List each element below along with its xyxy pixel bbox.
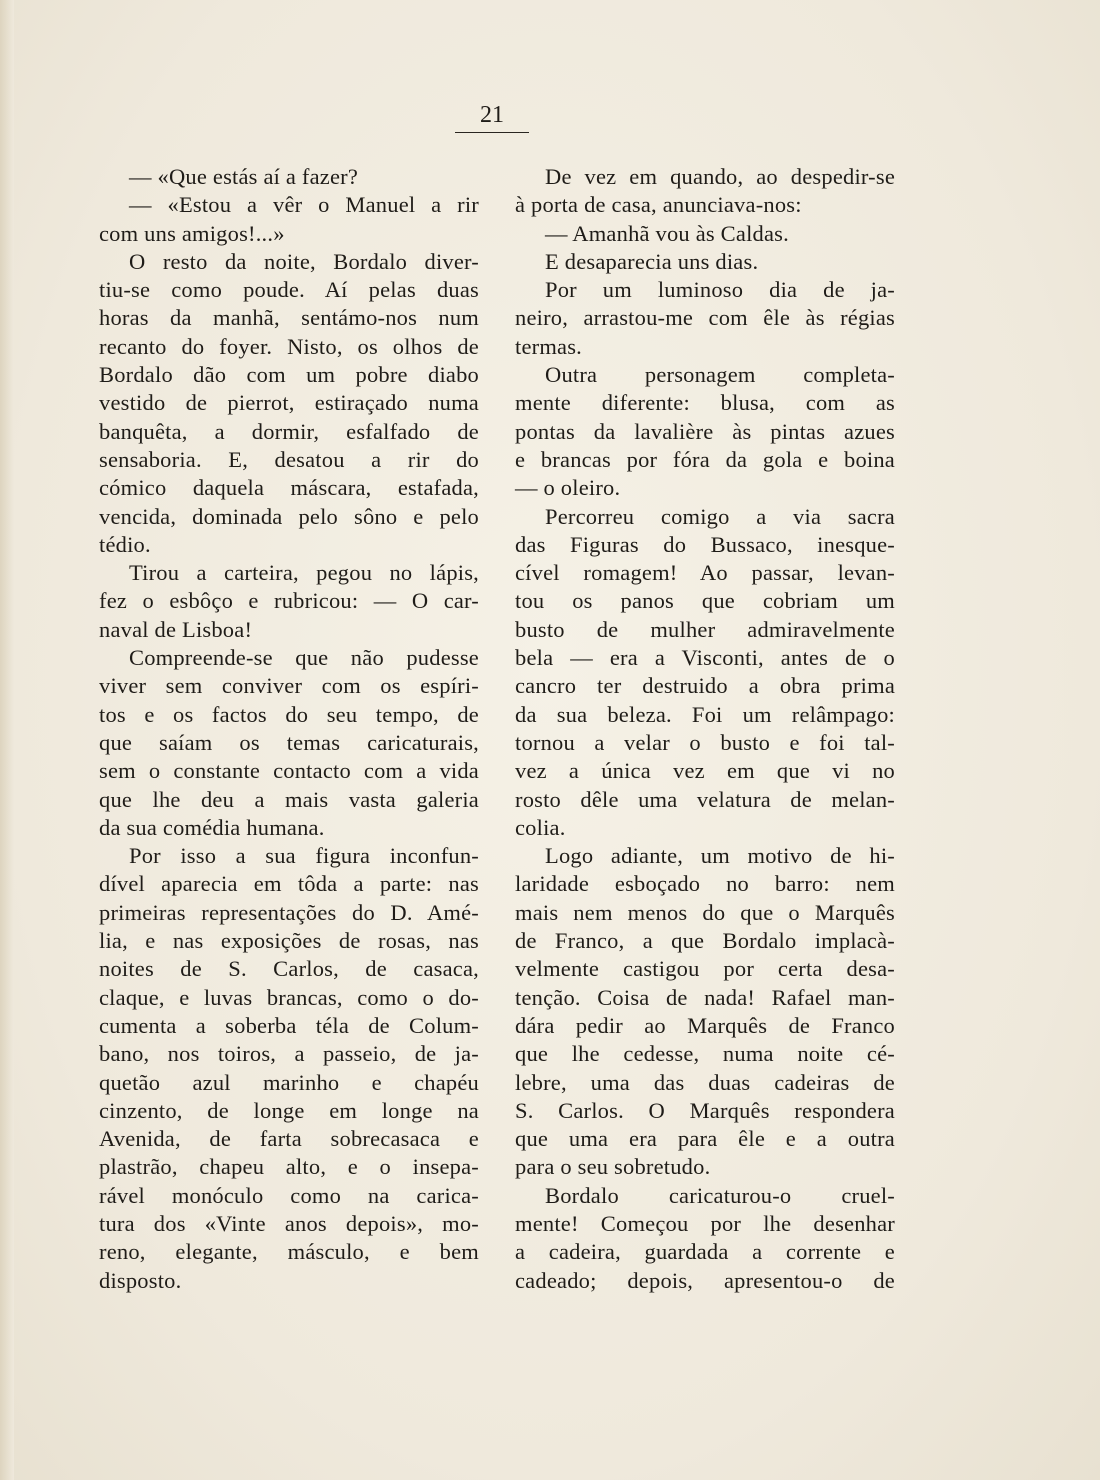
text-line: — «Estou a vêr o Manuel a rir <box>129 192 479 218</box>
text-line: que lhe deu a mais vasta galeria <box>99 786 479 812</box>
text-line: Percorreu comigo a via sacra <box>545 503 895 529</box>
text-line: laridade esboçado no barro: nem <box>515 871 895 897</box>
text-line: cumenta a soberba téla de Colum- <box>99 1012 479 1038</box>
text-line: vencida, dominada pelo sôno e pelo <box>99 503 479 529</box>
text-line: vestido de pierrot, estiraçado numa <box>99 390 479 416</box>
text-line: S. Carlos. O Marquês respondera <box>515 1097 895 1123</box>
text-line: sensaboria. E, desatou a rir do <box>99 446 479 472</box>
text-line: banquêta, a dormir, esfalfado de <box>99 418 479 444</box>
text-line: recanto do foyer. Nisto, os olhos de <box>99 333 479 359</box>
text-line: naval de Lisboa! <box>99 616 253 642</box>
text-line: horas da manhã, sentámo-nos num <box>99 305 479 331</box>
text-line: claque, e luvas brancas, como o do- <box>99 984 479 1010</box>
text-line: E desaparecia uns dias. <box>545 248 759 274</box>
text-line: das Figuras do Bussaco, inesque- <box>515 531 895 557</box>
text-line: termas. <box>515 333 582 359</box>
text-line: noites de S. Carlos, de casaca, <box>99 956 479 982</box>
text-line: busto de mulher admiravelmente <box>515 616 895 642</box>
text-line: colia. <box>515 814 566 840</box>
text-line: Bordalo caricaturou-o cruel- <box>545 1182 895 1208</box>
text-line: Avenida, de farta sobrecasaca e <box>99 1126 479 1152</box>
text-line: à porta de casa, anunciava-nos: <box>515 192 802 218</box>
text-line: cadeado; depois, apresentou-o de <box>515 1267 895 1293</box>
text-line: tédio. <box>99 531 151 557</box>
text-line: da sua beleza. Foi um relâmpago: <box>515 701 895 727</box>
text-line: bela — era a Visconti, antes de o <box>515 645 895 671</box>
text-line: Por um luminoso dia de ja- <box>545 277 895 303</box>
text-line: Outra personagem completa- <box>545 362 895 388</box>
text-line: tos e os factos do seu tempo, de <box>99 701 479 727</box>
text-line: tenção. Coisa de nada! Rafael man- <box>515 984 895 1010</box>
text-line: tornou a velar o busto e foi tal- <box>515 729 895 755</box>
page-number: 21 <box>480 102 504 128</box>
text-line: plastrão, chapeu alto, e o insepa- <box>99 1154 479 1180</box>
text-line: cinzento, de longe em longe na <box>99 1097 479 1123</box>
right-text-column <box>515 163 895 1295</box>
text-line: lebre, uma das duas cadeiras de <box>515 1069 895 1095</box>
text-line: rável monóculo como na carica- <box>99 1182 479 1208</box>
text-line: mais nem menos do que o Marquês <box>515 899 895 925</box>
text-line: fez o esbôço e rubricou: — O car- <box>99 588 479 614</box>
text-line: de Franco, a que Bordalo implacà- <box>515 928 895 954</box>
text-line: bano, nos toiros, a passeio, de ja- <box>99 1041 479 1067</box>
text-line: dára pedir ao Marquês de Franco <box>515 1012 895 1038</box>
text-line: para o seu sobretudo. <box>515 1154 711 1180</box>
text-line: dível aparecia em tôda a parte: nas <box>99 871 479 897</box>
left-text-column <box>99 163 479 1295</box>
text-line: quetão azul marinho e chapéu <box>99 1069 479 1095</box>
text-line: que lhe cedesse, numa noite cé- <box>515 1041 895 1067</box>
text-line: da sua comédia humana. <box>99 814 325 840</box>
text-line: mente! Começou por lhe desenhar <box>515 1210 895 1236</box>
text-line: disposto. <box>99 1267 182 1293</box>
text-line: que saíam os temas caricaturais, <box>99 729 479 755</box>
text-line: viver sem conviver com os espíri- <box>99 673 479 699</box>
text-line: De vez em quando, ao despedir-se <box>545 164 895 189</box>
text-line: sem o constante contacto com a vida <box>99 758 479 784</box>
text-line: — Amanhã vou às Caldas. <box>545 220 789 246</box>
text-line: cómico daquela máscara, estafada, <box>99 475 479 501</box>
text-line: a cadeira, guardada a corrente e <box>515 1239 895 1265</box>
text-line: Logo adiante, um motivo de hi- <box>545 843 895 869</box>
text-line: Por isso a sua figura inconfun- <box>129 843 479 869</box>
page-number-rule <box>455 132 529 133</box>
text-line: reno, elegante, másculo, e bem <box>99 1239 479 1265</box>
text-line: — «Que estás aí a fazer? <box>129 164 359 189</box>
text-line: neiro, arrastou-me com êle às régias <box>515 305 895 331</box>
text-line: tiu-se como poude. Aí pelas duas <box>99 277 479 303</box>
text-line: que uma era para êle e a outra <box>515 1126 895 1152</box>
text-line: pontas da lavalière às pintas azues <box>515 418 895 444</box>
text-line: e brancas por fóra da gola e boina <box>515 446 895 472</box>
text-line: Compreende-se que não pudesse <box>129 645 479 671</box>
text-line: Tirou a carteira, pegou no lápis, <box>129 560 479 586</box>
text-line: com uns amigos!...» <box>99 220 285 246</box>
text-line: O resto da noite, Bordalo diver- <box>129 248 479 274</box>
text-line: rosto dêle uma velatura de melan- <box>515 786 895 812</box>
text-line: vez a única vez em que vi no <box>515 758 895 784</box>
text-line: mente diferente: blusa, com as <box>515 390 895 416</box>
text-line: primeiras representações do D. Amé- <box>99 899 479 925</box>
text-line: tou os panos que cobriam um <box>515 588 895 614</box>
text-line: cível romagem! Ao passar, levan- <box>515 560 895 586</box>
text-line: — o oleiro. <box>515 475 621 501</box>
text-line: tura dos «Vinte anos depois», mo- <box>99 1210 479 1236</box>
text-line: Bordalo dão com um pobre diabo <box>99 362 479 388</box>
page-binding-edge <box>0 0 14 1480</box>
text-line: velmente castigou por certa desa- <box>515 956 895 982</box>
text-line: lia, e nas exposições de rosas, nas <box>99 928 479 954</box>
text-line: cancro ter destruido a obra prima <box>515 673 895 699</box>
